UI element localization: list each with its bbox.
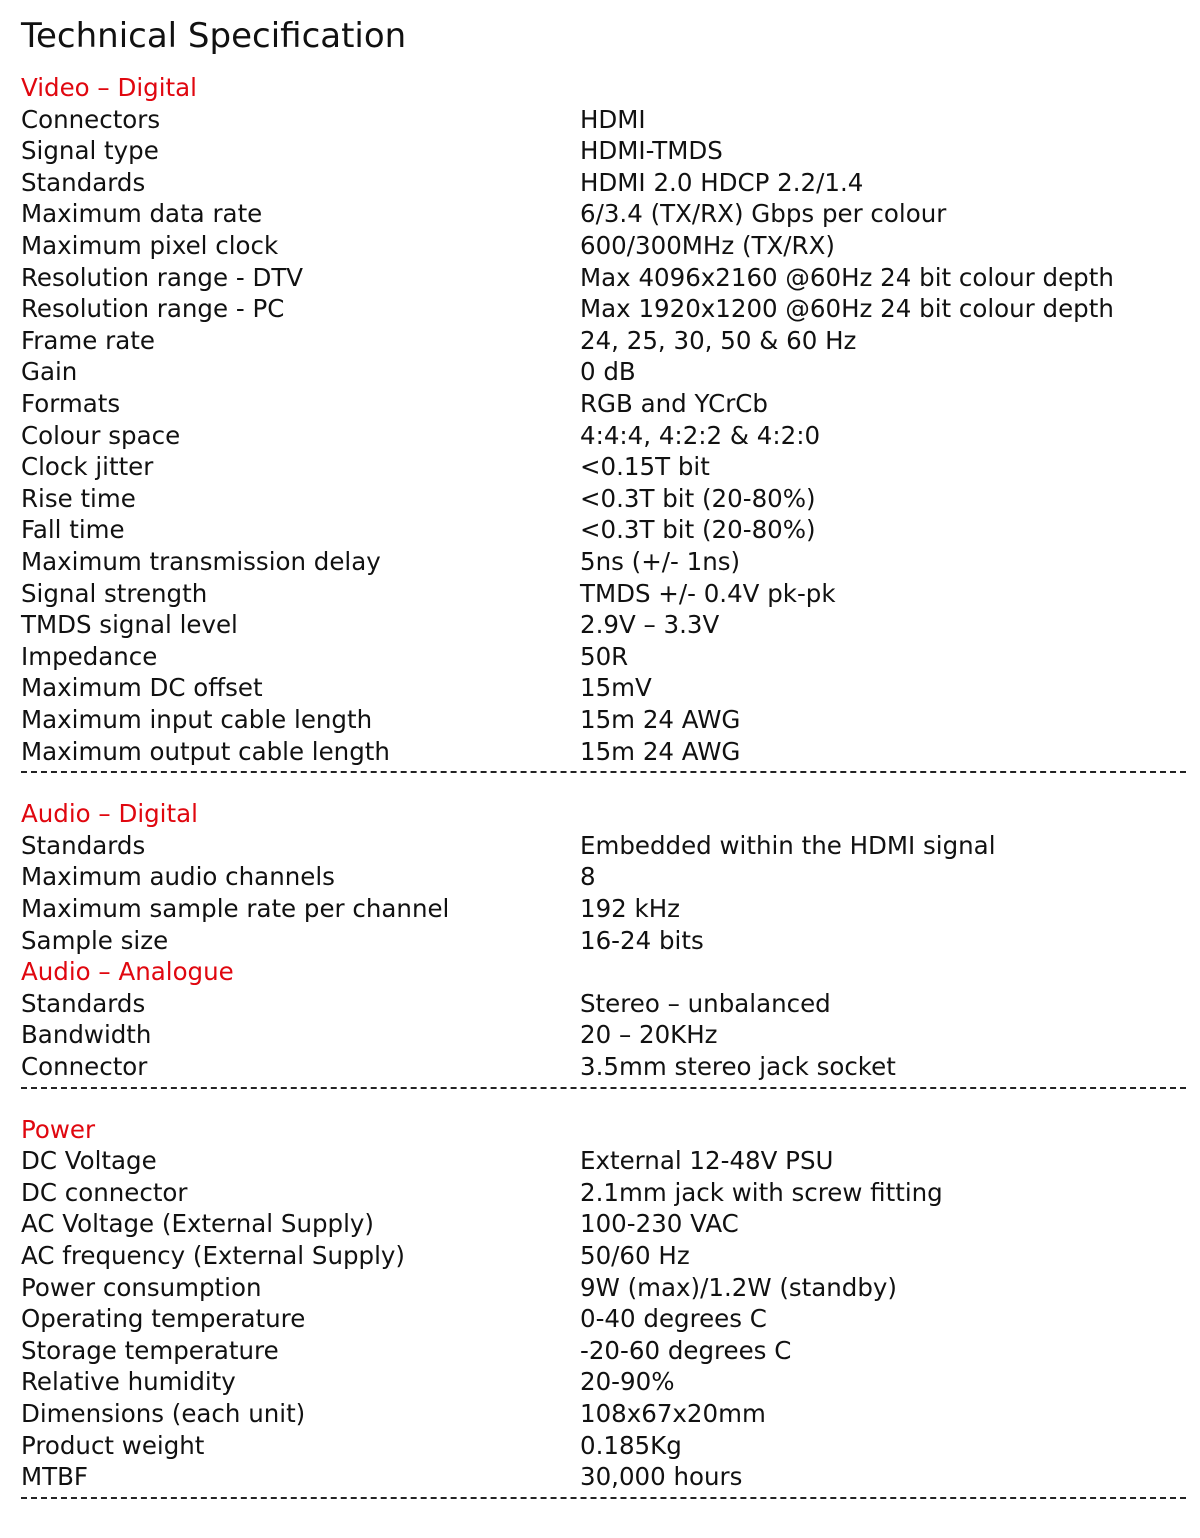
spec-label: DC Voltage <box>21 1146 157 1176</box>
spec-label: Signal strength <box>21 578 208 608</box>
spec-value: -20-60 degrees C <box>580 1335 792 1365</box>
spec-value: 0 dB <box>580 357 636 387</box>
spec-row <box>21 293 1186 325</box>
spec-value: 3.5mm stereo jack socket <box>580 1052 896 1081</box>
spec-value: 15m 24 AWG <box>580 705 741 734</box>
spec-value: 15mV <box>580 673 652 703</box>
spec-row <box>21 1398 1186 1430</box>
spec-row <box>21 1272 1186 1304</box>
spec-row <box>21 198 1186 230</box>
spec-value: 24, 25, 30, 50 & 60 Hz <box>580 325 857 355</box>
spec-row <box>21 135 1186 167</box>
spec-value: RGB and YCrCb <box>580 389 768 418</box>
spec-label: Maximum DC offset <box>21 673 263 703</box>
spec-value: 108x67x20mm <box>580 1399 766 1428</box>
spec-label: Maximum input cable length <box>21 705 373 734</box>
section-divider <box>21 771 1186 773</box>
spec-row <box>21 1366 1186 1398</box>
section-title: Audio – Digital <box>21 799 198 829</box>
spec-value: 50R <box>580 641 629 671</box>
spec-value: 0-40 degrees C <box>580 1304 767 1334</box>
spec-value: <0.15T bit <box>580 452 710 482</box>
spec-label: Maximum pixel clock <box>21 231 279 260</box>
spec-value: Max 4096x2160 @60Hz 24 bit colour depth <box>580 262 1114 292</box>
spec-label: Gain <box>21 357 78 387</box>
section-title: Power <box>21 1114 96 1144</box>
spec-row <box>21 230 1186 262</box>
spec-label: Bandwidth <box>21 1020 152 1050</box>
spec-label: Maximum audio channels <box>21 862 335 892</box>
spec-value: 4:4:4, 4:2:2 & 4:2:0 <box>580 420 821 450</box>
spec-label: Sample size <box>21 925 169 955</box>
spec-label: Relative humidity <box>21 1367 236 1397</box>
spec-row <box>21 1461 1186 1493</box>
spec-value: 100-230 VAC <box>580 1209 739 1239</box>
spec-row <box>21 893 1186 925</box>
spec-label: Signal type <box>21 136 159 166</box>
spec-row <box>21 483 1186 515</box>
spec-label: Standards <box>21 167 146 197</box>
spec-row <box>21 1051 1186 1083</box>
spec-value: 2.1mm jack with screw fitting <box>580 1177 943 1207</box>
spec-row <box>21 420 1186 452</box>
spec-row <box>21 1335 1186 1367</box>
section-title: Video – Digital <box>21 73 197 102</box>
spec-row <box>21 1145 1186 1177</box>
spec-label: Resolution range - DTV <box>21 262 304 292</box>
spec-label: Power consumption <box>21 1272 262 1302</box>
spec-value: 50/60 Hz <box>580 1241 690 1270</box>
spec-row <box>21 830 1186 862</box>
spec-row <box>21 514 1186 546</box>
spec-value: Embedded within the HDMI signal <box>580 830 996 860</box>
spec-value: 0.185Kg <box>580 1430 682 1460</box>
spec-value: 2.9V – 3.3V <box>580 610 720 640</box>
spec-value: 20-90% <box>580 1367 675 1397</box>
spec-value: <0.3T bit (20-80%) <box>580 483 816 513</box>
spec-label: Standards <box>21 830 146 860</box>
spec-value: TMDS +/- 0.4V pk-pk <box>580 578 836 608</box>
spec-label: Standards <box>21 988 146 1018</box>
spec-row <box>21 1019 1186 1051</box>
spec-value: HDMI-TMDS <box>580 136 723 166</box>
section-divider <box>21 1087 1186 1089</box>
spec-label: Maximum transmission delay <box>21 547 381 576</box>
spec-label: Maximum data rate <box>21 199 263 229</box>
spec-value: 8 <box>580 862 596 892</box>
spec-label: Fall time <box>21 515 125 545</box>
spec-label: MTBF <box>21 1462 89 1492</box>
spec-row <box>21 388 1186 420</box>
spec-row <box>21 262 1186 294</box>
spec-value: 5ns (+/- 1ns) <box>580 547 741 576</box>
spec-row <box>21 104 1186 136</box>
spec-row <box>21 1303 1186 1335</box>
spec-row <box>21 1177 1186 1209</box>
spec-label: Colour space <box>21 420 181 450</box>
spec-row <box>21 546 1186 578</box>
spec-row <box>21 925 1186 957</box>
spec-label: Rise time <box>21 483 136 513</box>
spec-label: Clock jitter <box>21 452 154 482</box>
spec-label: Connector <box>21 1052 148 1081</box>
spec-value: Stereo – unbalanced <box>580 988 831 1018</box>
spec-value: 6/3.4 (TX/RX) Gbps per colour <box>580 199 947 229</box>
spec-label: Frame rate <box>21 325 155 355</box>
section-divider <box>21 1497 1186 1499</box>
spec-row <box>21 641 1186 673</box>
spec-row <box>21 861 1186 893</box>
spec-label: Maximum output cable length <box>21 736 390 766</box>
spec-row <box>21 356 1186 388</box>
spec-value: 16-24 bits <box>580 925 704 955</box>
spec-value: Max 1920x1200 @60Hz 24 bit colour depth <box>580 294 1114 324</box>
spec-label: Connectors <box>21 104 161 134</box>
spec-label: Storage temperature <box>21 1335 279 1365</box>
spec-row <box>21 1240 1186 1272</box>
spec-label: Resolution range - PC <box>21 294 285 324</box>
spec-label: Maximum sample rate per channel <box>21 894 450 923</box>
spec-value: External 12-48V PSU <box>580 1146 834 1176</box>
spec-value: 9W (max)/1.2W (standby) <box>580 1272 897 1302</box>
page-title: Technical Specification <box>21 16 407 56</box>
spec-label: Dimensions (each unit) <box>21 1399 306 1428</box>
spec-value: HDMI <box>580 104 646 134</box>
spec-label: TMDS signal level <box>21 610 238 640</box>
spec-row <box>21 1430 1186 1462</box>
spec-row <box>21 672 1186 704</box>
spec-label: Formats <box>21 389 121 418</box>
spec-row <box>21 988 1186 1020</box>
spec-row <box>21 1208 1186 1240</box>
section-title: Audio – Analogue <box>21 957 234 987</box>
spec-label: Impedance <box>21 641 158 671</box>
spec-label: Product weight <box>21 1430 205 1460</box>
spec-row <box>21 325 1186 357</box>
spec-row <box>21 609 1186 641</box>
spec-label: AC Voltage (External Supply) <box>21 1209 374 1239</box>
spec-value: 600/300MHz (TX/RX) <box>580 231 835 260</box>
spec-value: <0.3T bit (20-80%) <box>580 515 816 545</box>
spec-label: Operating temperature <box>21 1304 306 1334</box>
spec-value: 15m 24 AWG <box>580 736 741 766</box>
spec-row <box>21 167 1186 199</box>
spec-value: HDMI 2.0 HDCP 2.2/1.4 <box>580 167 864 197</box>
spec-row <box>21 704 1186 736</box>
spec-value: 30,000 hours <box>580 1462 743 1492</box>
spec-row <box>21 451 1186 483</box>
spec-label: AC frequency (External Supply) <box>21 1241 405 1270</box>
spec-row <box>21 736 1186 768</box>
spec-label: DC connector <box>21 1177 188 1207</box>
spec-value: 20 – 20KHz <box>580 1020 718 1050</box>
spec-row <box>21 578 1186 610</box>
spec-value: 192 kHz <box>580 894 681 923</box>
